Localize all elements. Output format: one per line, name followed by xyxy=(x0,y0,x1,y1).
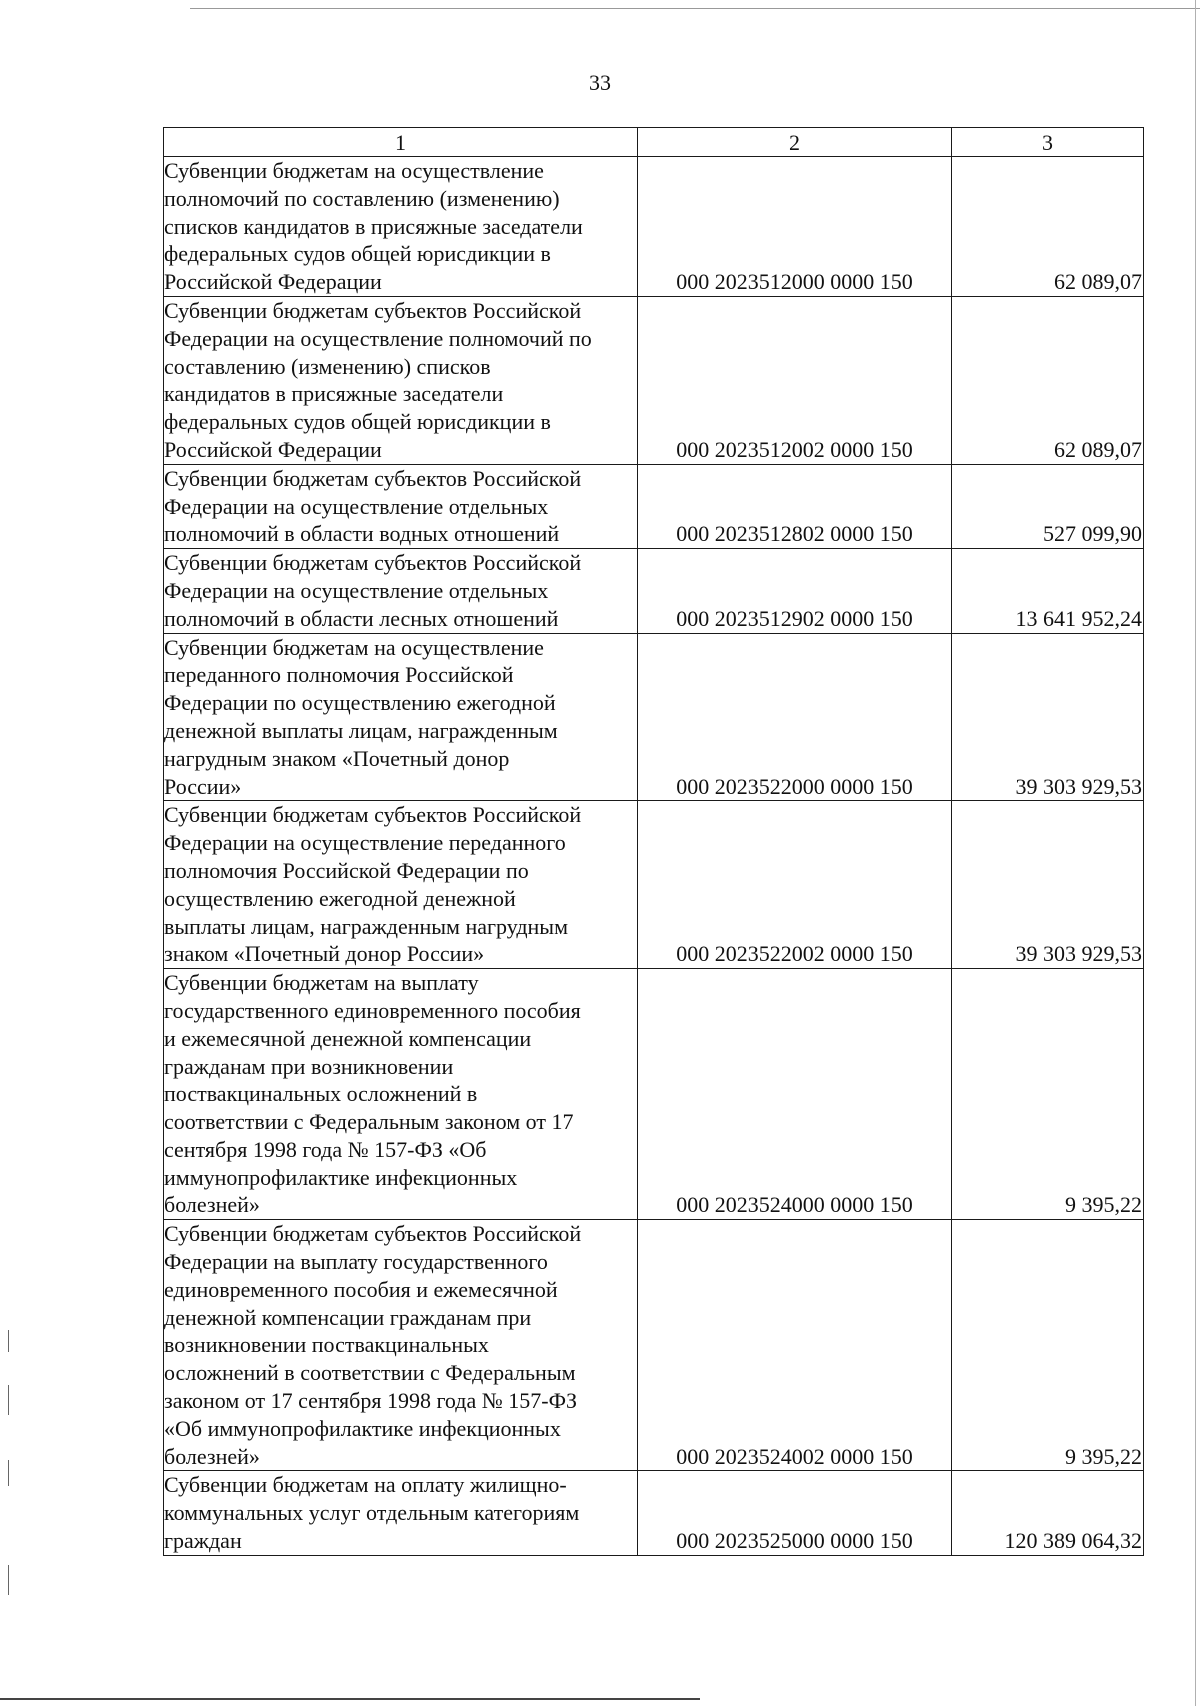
row-amount: 120 389 064,32 xyxy=(952,1471,1144,1555)
row-budget-code: 000 2023512802 0000 150 xyxy=(638,464,952,548)
row-budget-code: 000 2023512902 0000 150 xyxy=(638,549,952,633)
row-budget-code: 000 2023512000 0000 150 xyxy=(638,157,952,297)
scan-edge-top xyxy=(190,8,1200,9)
scan-mark xyxy=(8,1565,9,1595)
scan-edge-bottom xyxy=(0,1698,700,1700)
table-row xyxy=(164,969,1144,1220)
row-description: Субвенции бюджетам на осуществление полномочий по составлению (изменению) списков кандидатов в присяжные заседатели федеральных судов общей юрисдикции в Российской Федерации xyxy=(164,157,638,297)
row-amount: 39 303 929,53 xyxy=(952,801,1144,969)
scan-edge-right xyxy=(1195,0,1196,1706)
scan-mark xyxy=(8,1385,9,1415)
row-budget-code: 000 2023512002 0000 150 xyxy=(638,296,952,464)
page-number: 33 xyxy=(589,70,611,95)
scan-mark xyxy=(8,1330,9,1352)
row-budget-code: 000 2023524002 0000 150 xyxy=(638,1220,952,1471)
row-budget-code: 000 2023522002 0000 150 xyxy=(638,801,952,969)
row-amount: 9 395,22 xyxy=(952,1220,1144,1471)
row-description: Субвенции бюджетам на осуществление переданного полномочия Российской Федерации по осуществлению ежегодной денежной выплаты лицам, награжденным нагрудным знаком «Почетный донор России» xyxy=(164,633,638,801)
scan-mark xyxy=(8,1460,9,1486)
column-header-3: 3 xyxy=(952,128,1144,157)
row-amount: 13 641 952,24 xyxy=(952,549,1144,633)
table-row xyxy=(164,1220,1144,1471)
row-description: Субвенции бюджетам субъектов Российской Федерации на осуществление отдельных полномочий в области лесных отношений xyxy=(164,549,638,633)
row-description: Субвенции бюджетам на выплату государственного единовременного пособия и ежемесячной денежной компенсации гражданам при возникновении поствакцинальных осложнений в соответствии с Федеральным законом от 17 сентября 1998 года № 157-ФЗ «Об иммунопрофилактике инфекционных болезней» xyxy=(164,969,638,1220)
row-budget-code: 000 2023525000 0000 150 xyxy=(638,1471,952,1555)
table-header-row xyxy=(164,128,1144,157)
table-row xyxy=(164,549,1144,633)
table-row xyxy=(164,296,1144,464)
row-description: Субвенции бюджетам субъектов Российской Федерации на осуществление отдельных полномочий в области водных отношений xyxy=(164,464,638,548)
table-row xyxy=(164,633,1144,801)
table-row xyxy=(164,1471,1144,1555)
row-amount: 527 099,90 xyxy=(952,464,1144,548)
row-description: Субвенции бюджетам субъектов Российской Федерации на осуществление переданного полномочия Российской Федерации по осуществлению ежегодной денежной выплаты лицам, награжденным нагрудным знаком «Почетный донор России» xyxy=(164,801,638,969)
row-description: Субвенции бюджетам на оплату жилищно- коммунальных услуг отдельным категориям граждан xyxy=(164,1471,638,1555)
row-amount: 62 089,07 xyxy=(952,157,1144,297)
column-header-2: 2 xyxy=(638,128,952,157)
row-description: Субвенции бюджетам субъектов Российской Федерации на выплату государственного единовременного пособия и ежемесячной денежной компенсации гражданам при возникновении поствакцинальных осложнений в соответствии с Федеральным законом от 17 сентября 1998 года № 157-ФЗ «Об иммунопрофилактике инфекционных болезней» xyxy=(164,1220,638,1471)
row-budget-code: 000 2023522000 0000 150 xyxy=(638,633,952,801)
row-amount: 62 089,07 xyxy=(952,296,1144,464)
table-row xyxy=(164,464,1144,548)
row-amount: 39 303 929,53 xyxy=(952,633,1144,801)
table-row xyxy=(164,801,1144,969)
column-header-1: 1 xyxy=(164,128,638,157)
subventions-table xyxy=(163,127,1144,1556)
row-description: Субвенции бюджетам субъектов Российской Федерации на осуществление полномочий по составлению (изменению) списков кандидатов в присяжные заседатели федеральных судов общей юрисдикции в Российской Федерации xyxy=(164,296,638,464)
table-row xyxy=(164,157,1144,297)
row-amount: 9 395,22 xyxy=(952,969,1144,1220)
row-budget-code: 000 2023524000 0000 150 xyxy=(638,969,952,1220)
